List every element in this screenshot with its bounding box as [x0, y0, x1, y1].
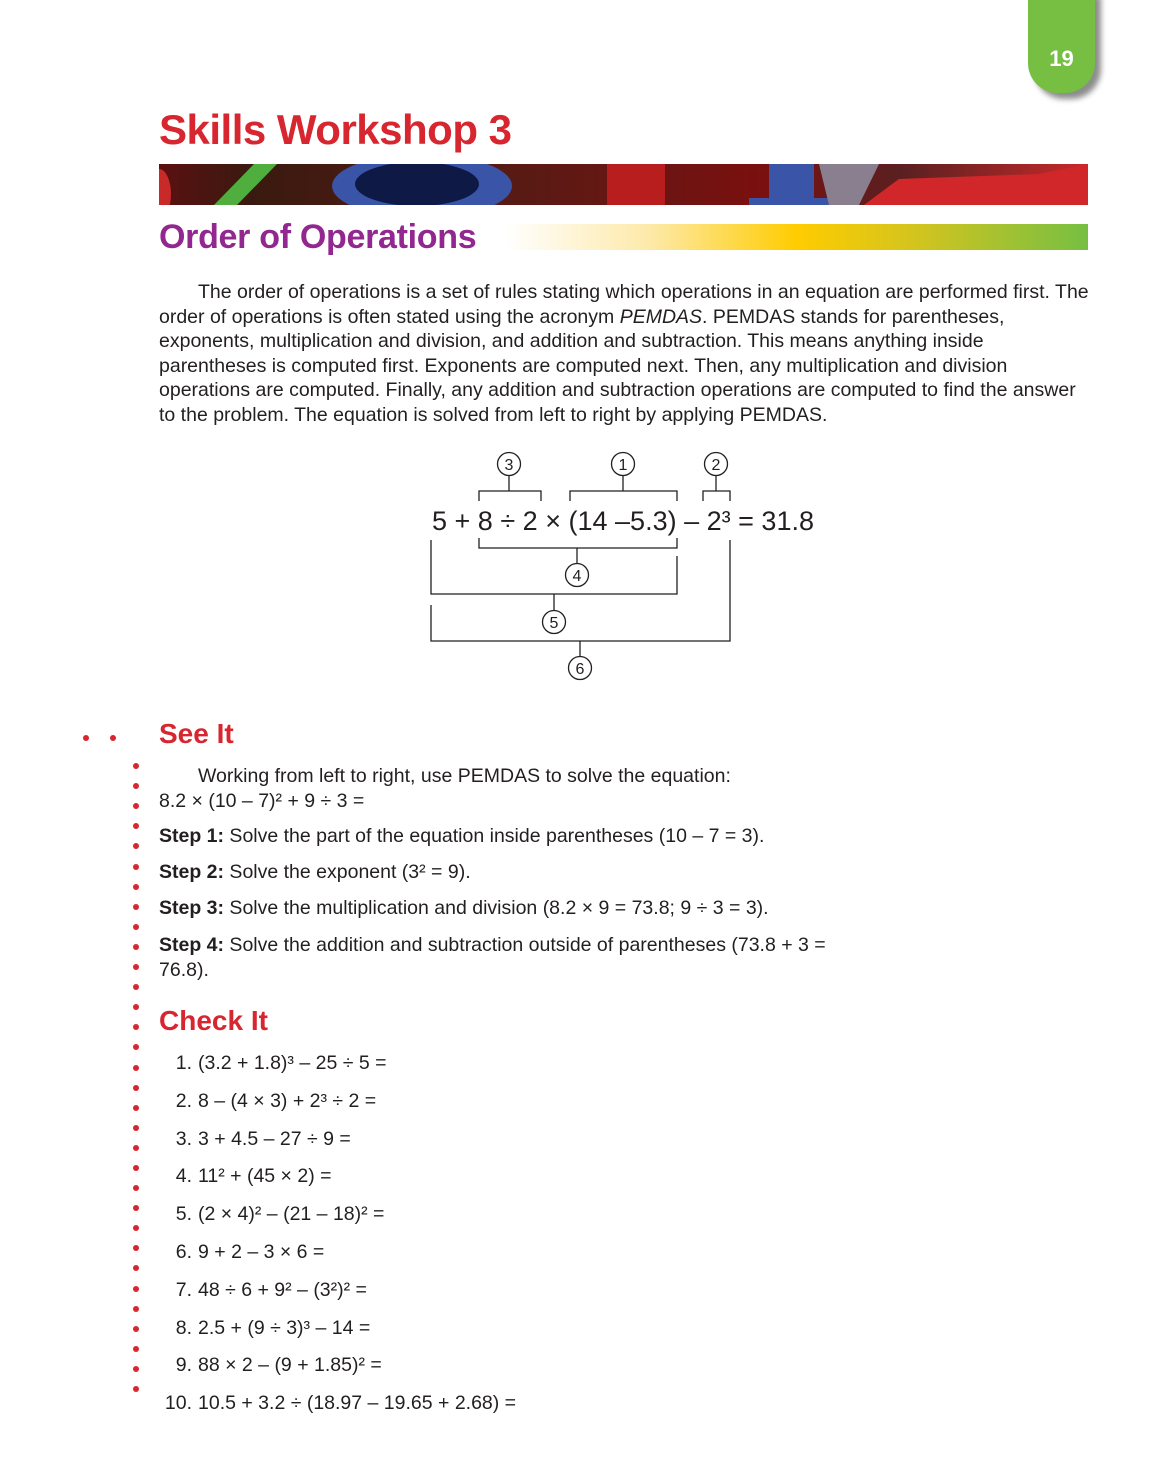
dot-marker: [133, 1205, 139, 1211]
exercise-item: [158, 1203, 384, 1226]
step-1: [159, 825, 764, 848]
exercise-item: [158, 1052, 386, 1075]
exercise-number: 8.: [175, 1316, 192, 1339]
dot-marker: [133, 964, 139, 970]
dot-marker: [133, 1306, 139, 1312]
dot-marker: [133, 1145, 139, 1151]
step-label: Step 2:: [159, 861, 225, 883]
dot-marker: [133, 823, 139, 829]
exercise-expression: 2.5 + (9 ÷ 3)³ – 14 =: [198, 1316, 371, 1339]
dot-marker: [133, 1044, 139, 1050]
dot-marker: [133, 1265, 139, 1271]
dot-marker: [133, 803, 139, 809]
order-of-operations-diagram: [0, 0, 1156, 700]
dot-marker: [133, 1225, 139, 1231]
step-text: Solve the part of the equation inside parentheses (10 – 7 = 3).: [224, 825, 765, 847]
dot-marker: [133, 843, 139, 849]
step-label: Step 3:: [159, 897, 225, 919]
dot-marker: [133, 1165, 139, 1171]
exercise-number: 9.: [175, 1354, 192, 1377]
exercise-number: 2.: [175, 1089, 192, 1112]
exercise-expression: 48 ÷ 6 + 9² – (3²)² =: [198, 1278, 367, 1301]
dot-marker: [133, 1085, 139, 1091]
dot-marker: [133, 1004, 139, 1010]
exercise-item: [158, 1317, 370, 1340]
dot-marker: [133, 1065, 139, 1071]
exercise-number: 7.: [175, 1278, 192, 1301]
page-number: 19: [1049, 46, 1074, 71]
dot-marker: [133, 1286, 139, 1292]
exercise-expression: 88 × 2 – (9 + 1.85)² =: [198, 1354, 382, 1377]
dot-marker: [133, 783, 139, 789]
marker-1: 1: [618, 457, 628, 474]
exercise-number: 1.: [175, 1052, 192, 1074]
dot-marker: [133, 1346, 139, 1352]
step-label: Step 1:: [159, 825, 225, 847]
intro-text-cont: . PEMDAS stands for parentheses, exponents, multiplication and division, and addition and subtraction. This means anything inside parentheses is computed first. Exponents are computed next. Then, any multiplication and division operations are computed. Finally, any addition and subtraction operations are computed to find the answer to the problem. The equation is solved from left to right by applying PEMDAS.: [159, 305, 1076, 426]
dot-marker: [133, 1245, 139, 1251]
step-label: Step 4:: [159, 934, 225, 956]
dot-marker: [133, 1185, 139, 1191]
exercise-number: 4.: [175, 1165, 192, 1188]
intro-text: The order of operations is a set of rules stating which operations in an equation are performed first. The order of operations is often stated using the acronym: [159, 281, 1089, 328]
marker-6: 6: [575, 661, 585, 678]
marker-3: 3: [504, 457, 514, 474]
exercise-item: [158, 1128, 351, 1151]
dot-marker: [133, 1326, 139, 1332]
check-it-heading: Check It: [159, 1005, 268, 1036]
exercise-item: [158, 1165, 332, 1188]
dot-marker: [133, 944, 139, 950]
exercise-item: [158, 1392, 516, 1415]
exercise-expression: 8 – (4 × 3) + 2³ ÷ 2 =: [198, 1089, 377, 1112]
step-4: [159, 933, 859, 982]
step-text: Solve the addition and subtraction outside of parentheses (73.8 + 3 = 76.8).: [159, 934, 826, 981]
dot-marker: [133, 984, 139, 990]
exercise-number: 5.: [175, 1203, 192, 1226]
dot-marker: [133, 924, 139, 930]
see-it-heading: See It: [159, 718, 234, 749]
exercise-expression: 3 + 4.5 – 27 ÷ 9 =: [198, 1127, 351, 1150]
exercise-expression: 10.5 + 3.2 ÷ (18.97 – 19.65 + 2.68) =: [198, 1392, 517, 1415]
exercise-item: [158, 1279, 367, 1302]
exercise-expression: 11² + (45 × 2) =: [198, 1165, 332, 1188]
exercise-number: 3.: [175, 1127, 192, 1150]
exercise-expression: 9 + 2 – 3 × 6 =: [198, 1241, 325, 1263]
step-text: Solve the multiplication and division (8.2 × 9 = 73.8; 9 ÷ 3 = 3).: [224, 897, 769, 919]
exercise-item: [158, 1241, 324, 1264]
marker-4: 4: [572, 568, 582, 585]
exercise-number: 6.: [175, 1241, 192, 1263]
dot-marker: [133, 763, 139, 769]
step-text: Solve the exponent (3² = 9).: [224, 861, 471, 883]
exercise-expression: (3.2 + 1.8)³ – 25 ÷ 5 =: [198, 1052, 387, 1074]
step-3: [159, 897, 769, 920]
exercise-item: [158, 1090, 376, 1113]
dot-marker: [133, 1105, 139, 1111]
exercise-item: [158, 1354, 382, 1377]
dot-marker: [133, 1366, 139, 1372]
dot-marker: [133, 1024, 139, 1030]
marker-2: 2: [711, 457, 721, 474]
marker-5: 5: [549, 615, 559, 632]
section-title: Order of Operations: [159, 218, 477, 256]
see-it-intro: [159, 764, 1059, 813]
dot-marker: [133, 884, 139, 890]
exercise-expression: (2 × 4)² – (21 – 18)² =: [198, 1203, 385, 1226]
page-title: Skills Workshop 3: [159, 106, 512, 153]
see-it-equation: 8.2 × (10 – 7)² + 9 ÷ 3 =: [159, 789, 365, 812]
dot-marker: [133, 1125, 139, 1131]
dot-marker: [83, 735, 89, 741]
dot-marker: [133, 904, 139, 910]
intro-acronym: PEMDAS: [619, 305, 703, 328]
dot-marker: [133, 864, 139, 870]
dot-marker: [133, 1386, 139, 1392]
exercise-number: 10.: [164, 1392, 192, 1415]
see-it-instruction: Working from left to right, use PEMDAS to solve the equation:: [198, 765, 731, 787]
step-2: [159, 861, 471, 884]
diagram-equation: 5 + 8 ÷ 2 × (14 –5.3) – 2³ = 31.8: [432, 506, 814, 536]
dot-marker: [110, 735, 116, 741]
